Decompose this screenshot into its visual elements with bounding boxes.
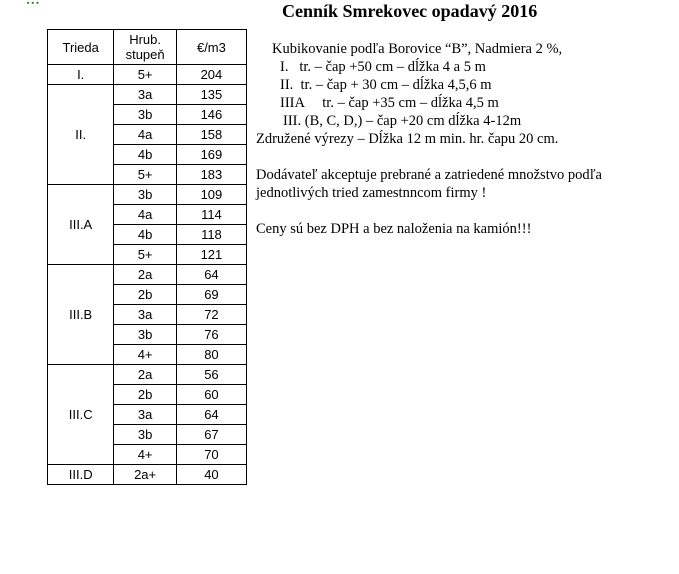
price-cell: 67 [176, 425, 246, 445]
trieda-cell: III.A [48, 185, 114, 265]
table-row [48, 265, 247, 285]
table-row [48, 65, 247, 85]
table-header-row [48, 30, 247, 65]
stupen-cell: 4b [114, 225, 177, 245]
company-logo-fragment: ... [26, 0, 41, 7]
stupen-cell: 5+ [114, 65, 177, 85]
note-zdruzene: Združené výrezy – Dĺžka 12 m min. hr. čapu 20 cm. [256, 131, 559, 147]
stupen-cell: 3a [114, 405, 177, 425]
stupen-cell: 2a [114, 365, 177, 385]
stupen-cell: 3b [114, 185, 177, 205]
trieda-cell: I. [48, 65, 114, 85]
price-cell: 69 [176, 285, 246, 305]
price-cell: 60 [176, 385, 246, 405]
price-cell: 121 [176, 245, 246, 265]
note-class-i: I. tr. – čap +50 cm – dĺžka 4 a 5 m [280, 59, 486, 75]
header-hrub-line2: stupeň [125, 47, 165, 62]
stupen-cell: 2b [114, 385, 177, 405]
price-cell: 70 [176, 445, 246, 465]
page-title: Cenník Smrekovec opadavý 2016 [282, 1, 538, 21]
stupen-cell: 3a [114, 85, 177, 105]
table-row [48, 465, 247, 485]
table-row [48, 85, 247, 105]
notes-block [256, 40, 676, 238]
price-cell: 72 [176, 305, 246, 325]
stupen-cell: 2b [114, 285, 177, 305]
stupen-cell: 4b [114, 145, 177, 165]
stupen-cell: 4a [114, 205, 177, 225]
stupen-cell: 5+ [114, 165, 177, 185]
header-hrub-stupen [114, 30, 177, 65]
header-price: €/m3 [176, 30, 246, 65]
stupen-cell: 3a [114, 305, 177, 325]
price-table [47, 29, 247, 485]
price-cell: 169 [176, 145, 246, 165]
note-class-ii: II. tr. – čap + 30 cm – dĺžka 4,5,6 m [280, 77, 492, 93]
price-cell: 114 [176, 205, 246, 225]
stupen-cell: 4a [114, 125, 177, 145]
price-cell: 158 [176, 125, 246, 145]
stupen-cell: 3b [114, 325, 177, 345]
price-cell: 146 [176, 105, 246, 125]
note-dodavatel-line1: Dodávateľ akceptuje prebrané a zatriedené množstvo podľa [256, 167, 602, 183]
stupen-cell: 4+ [114, 345, 177, 365]
note-dodavatel-line2: jednotlivých tried zamestnncom firmy ! [256, 185, 487, 201]
price-cell: 56 [176, 365, 246, 385]
price-cell: 183 [176, 165, 246, 185]
table-row [48, 185, 247, 205]
stupen-cell: 3b [114, 105, 177, 125]
table-body [48, 65, 247, 485]
stupen-cell: 2a+ [114, 465, 177, 485]
note-class-iiia: IIIA tr. – čap +35 cm – dĺžka 4,5 m [280, 95, 499, 111]
stupen-cell: 4+ [114, 445, 177, 465]
header-trieda: Trieda [48, 30, 114, 65]
note-ceny: Ceny sú bez DPH a bez naloženia na kamión!!! [256, 221, 532, 237]
price-cell: 40 [176, 465, 246, 485]
header-hrub-line1: Hrub. [129, 32, 161, 47]
stupen-cell: 2a [114, 265, 177, 285]
price-cell: 118 [176, 225, 246, 245]
price-cell: 76 [176, 325, 246, 345]
trieda-cell: II. [48, 85, 114, 185]
note-class-iii: III. (B, C, D,) – čap +20 cm dĺžka 4-12m [283, 113, 522, 129]
price-cell: 64 [176, 405, 246, 425]
trieda-cell: III.C [48, 365, 114, 465]
price-cell: 135 [176, 85, 246, 105]
stupen-cell: 3b [114, 425, 177, 445]
note-kubikovanie: Kubikovanie podľa Borovice “B”, Nadmiera 2 %, [272, 41, 563, 57]
stupen-cell: 5+ [114, 245, 177, 265]
trieda-cell: III.D [48, 465, 114, 485]
price-cell: 80 [176, 345, 246, 365]
table-row [48, 365, 247, 385]
price-cell: 204 [176, 65, 246, 85]
trieda-cell: III.B [48, 265, 114, 365]
price-cell: 109 [176, 185, 246, 205]
price-cell: 64 [176, 265, 246, 285]
